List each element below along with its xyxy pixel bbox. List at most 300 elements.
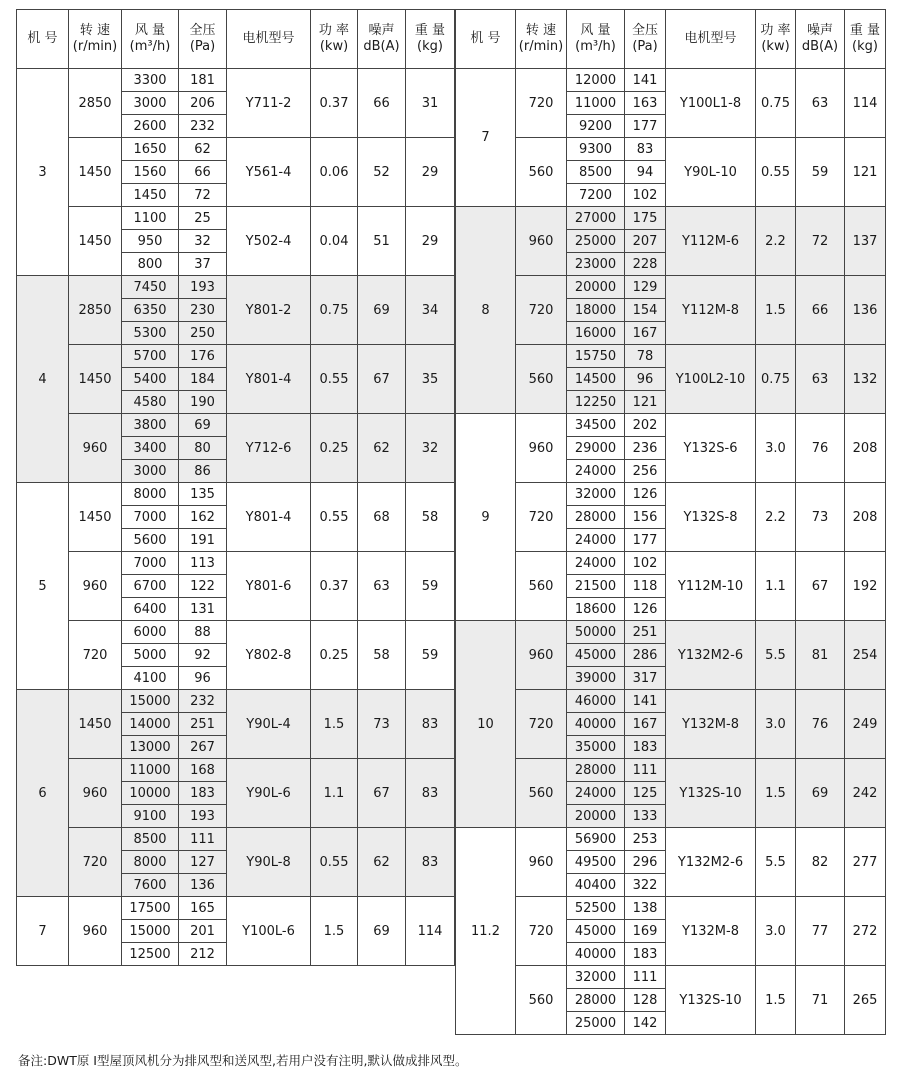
flow-cell: 5700 xyxy=(122,345,179,368)
flow-cell: 52500 xyxy=(567,897,625,920)
col-header-flow xyxy=(567,10,625,69)
col-header-line: (kg) xyxy=(417,39,443,54)
flow-cell: 40000 xyxy=(567,943,625,966)
flow-cell: 3800 xyxy=(122,414,179,437)
weight-cell: 114 xyxy=(845,69,886,138)
motor-cell: Y100L-6 xyxy=(227,897,311,966)
flow-cell: 950 xyxy=(122,230,179,253)
flow-cell: 24000 xyxy=(567,460,625,483)
power-cell: 2.2 xyxy=(756,483,796,552)
table-row xyxy=(456,207,886,230)
pressure-cell: 86 xyxy=(179,460,227,483)
table-row xyxy=(17,759,455,782)
pressure-cell: 191 xyxy=(179,529,227,552)
col-header-weight xyxy=(406,10,455,69)
flow-cell: 35000 xyxy=(567,736,625,759)
flow-cell: 32000 xyxy=(567,483,625,506)
flow-cell: 6350 xyxy=(122,299,179,322)
pressure-cell: 118 xyxy=(625,575,666,598)
weight-cell: 59 xyxy=(406,621,455,690)
flow-cell: 34500 xyxy=(567,414,625,437)
flow-cell: 9300 xyxy=(567,138,625,161)
pressure-cell: 136 xyxy=(179,874,227,897)
flow-cell: 11000 xyxy=(122,759,179,782)
pressure-cell: 256 xyxy=(625,460,666,483)
flow-cell: 24000 xyxy=(567,782,625,805)
pressure-cell: 322 xyxy=(625,874,666,897)
power-cell: 0.25 xyxy=(311,414,358,483)
pressure-cell: 163 xyxy=(625,92,666,115)
flow-cell: 1560 xyxy=(122,161,179,184)
pressure-cell: 201 xyxy=(179,920,227,943)
noise-cell: 62 xyxy=(358,828,406,897)
speed-cell: 560 xyxy=(516,552,567,621)
weight-cell: 265 xyxy=(845,966,886,1035)
motor-cell: Y801-4 xyxy=(227,345,311,414)
col-header-line: 噪声 xyxy=(806,23,833,38)
flow-cell: 49500 xyxy=(567,851,625,874)
power-cell: 0.75 xyxy=(756,345,796,414)
pressure-cell: 32 xyxy=(179,230,227,253)
noise-cell: 63 xyxy=(358,552,406,621)
col-header-line: 全压 xyxy=(189,23,216,38)
pressure-cell: 126 xyxy=(625,598,666,621)
power-cell: 0.55 xyxy=(311,828,358,897)
col-header-line: (m³/h) xyxy=(575,39,616,54)
pressure-cell: 72 xyxy=(179,184,227,207)
pressure-cell: 212 xyxy=(179,943,227,966)
speed-cell: 560 xyxy=(516,759,567,828)
flow-cell: 10000 xyxy=(122,782,179,805)
flow-cell: 3400 xyxy=(122,437,179,460)
pressure-cell: 62 xyxy=(179,138,227,161)
pressure-cell: 126 xyxy=(625,483,666,506)
col-header-line: 电机型号 xyxy=(242,31,295,46)
pressure-cell: 156 xyxy=(625,506,666,529)
flow-cell: 6000 xyxy=(122,621,179,644)
weight-cell: 208 xyxy=(845,414,886,483)
motor-cell: Y712-6 xyxy=(227,414,311,483)
power-cell: 0.04 xyxy=(311,207,358,276)
power-cell: 0.25 xyxy=(311,621,358,690)
col-header-flow xyxy=(122,10,179,69)
table-row xyxy=(17,483,455,506)
noise-cell: 71 xyxy=(796,966,845,1035)
flow-cell: 12250 xyxy=(567,391,625,414)
pressure-cell: 175 xyxy=(625,207,666,230)
weight-cell: 136 xyxy=(845,276,886,345)
pressure-cell: 121 xyxy=(625,391,666,414)
noise-cell: 73 xyxy=(358,690,406,759)
motor-cell: Y112M-8 xyxy=(666,276,756,345)
pressure-cell: 102 xyxy=(625,184,666,207)
motor-cell: Y801-6 xyxy=(227,552,311,621)
noise-cell: 63 xyxy=(796,345,845,414)
pressure-cell: 232 xyxy=(179,115,227,138)
table-row xyxy=(17,276,455,299)
flow-cell: 14500 xyxy=(567,368,625,391)
col-header-motor xyxy=(666,10,756,69)
flow-cell: 25000 xyxy=(567,230,625,253)
flow-cell: 11000 xyxy=(567,92,625,115)
flow-cell: 6700 xyxy=(122,575,179,598)
flow-cell: 3300 xyxy=(122,69,179,92)
weight-cell: 249 xyxy=(845,690,886,759)
pressure-cell: 154 xyxy=(625,299,666,322)
flow-cell: 7200 xyxy=(567,184,625,207)
weight-cell: 114 xyxy=(406,897,455,966)
machine-no-cell: 5 xyxy=(17,483,69,690)
flow-cell: 9200 xyxy=(567,115,625,138)
flow-cell: 20000 xyxy=(567,276,625,299)
pressure-cell: 102 xyxy=(625,552,666,575)
weight-cell: 272 xyxy=(845,897,886,966)
col-header-machine xyxy=(456,10,516,69)
motor-cell: Y801-2 xyxy=(227,276,311,345)
speed-cell: 960 xyxy=(516,414,567,483)
pressure-cell: 138 xyxy=(625,897,666,920)
noise-cell: 66 xyxy=(358,69,406,138)
col-header-line: (kg) xyxy=(852,39,878,54)
table-row xyxy=(456,897,886,920)
flow-cell: 16000 xyxy=(567,322,625,345)
pressure-cell: 184 xyxy=(179,368,227,391)
pressure-cell: 251 xyxy=(179,713,227,736)
speed-cell: 960 xyxy=(69,897,122,966)
col-header-line: 功 率 xyxy=(318,23,350,38)
table-row xyxy=(456,483,886,506)
motor-cell: Y112M-6 xyxy=(666,207,756,276)
table-row xyxy=(17,414,455,437)
flow-cell: 24000 xyxy=(567,552,625,575)
noise-cell: 77 xyxy=(796,897,845,966)
speed-cell: 1450 xyxy=(69,690,122,759)
col-header-pressure xyxy=(179,10,227,69)
noise-cell: 67 xyxy=(358,759,406,828)
power-cell: 1.5 xyxy=(756,759,796,828)
pressure-cell: 37 xyxy=(179,253,227,276)
noise-cell: 51 xyxy=(358,207,406,276)
col-header-line: 风 量 xyxy=(580,23,611,38)
noise-cell: 68 xyxy=(358,483,406,552)
motor-cell: Y132S-10 xyxy=(666,759,756,828)
col-header-line: 机 号 xyxy=(470,31,501,46)
col-header-line: 风 量 xyxy=(134,23,166,38)
weight-cell: 35 xyxy=(406,345,455,414)
pressure-cell: 66 xyxy=(179,161,227,184)
speed-cell: 960 xyxy=(516,621,567,690)
flow-cell: 29000 xyxy=(567,437,625,460)
flow-cell: 5600 xyxy=(122,529,179,552)
col-header-line: 重 量 xyxy=(849,23,881,38)
noise-cell: 59 xyxy=(796,138,845,207)
col-header-line: (r/min) xyxy=(72,39,118,54)
col-header-machine xyxy=(17,10,69,69)
pressure-cell: 250 xyxy=(179,322,227,345)
col-header-line: dB(A) xyxy=(801,39,839,54)
power-cell: 0.75 xyxy=(756,69,796,138)
pressure-cell: 177 xyxy=(625,529,666,552)
speed-cell: 720 xyxy=(69,621,122,690)
pressure-cell: 141 xyxy=(625,690,666,713)
table-row xyxy=(456,828,886,851)
table-row xyxy=(17,690,455,713)
speed-cell: 720 xyxy=(69,828,122,897)
flow-cell: 3000 xyxy=(122,92,179,115)
noise-cell: 69 xyxy=(358,276,406,345)
weight-cell: 34 xyxy=(406,276,455,345)
machine-no-cell: 11.2 xyxy=(456,828,516,1035)
pressure-cell: 230 xyxy=(179,299,227,322)
speed-cell: 720 xyxy=(516,69,567,138)
weight-cell: 242 xyxy=(845,759,886,828)
weight-cell: 254 xyxy=(845,621,886,690)
flow-cell: 12000 xyxy=(567,69,625,92)
col-header-line: 噪声 xyxy=(368,23,395,38)
table-row xyxy=(456,690,886,713)
flow-cell: 18000 xyxy=(567,299,625,322)
footnote: 备注:DWT原 I型屋顶风机分为排风型和送风型,若用户没有注明,默认做成排风型。 xyxy=(18,1053,468,1068)
pressure-cell: 94 xyxy=(625,161,666,184)
pressure-cell: 133 xyxy=(625,805,666,828)
motor-cell: Y711-2 xyxy=(227,69,311,138)
motor-cell: Y132M-8 xyxy=(666,690,756,759)
table-row xyxy=(17,207,455,230)
noise-cell: 67 xyxy=(796,552,845,621)
pressure-cell: 96 xyxy=(179,667,227,690)
speed-cell: 960 xyxy=(69,759,122,828)
pressure-cell: 169 xyxy=(625,920,666,943)
noise-cell: 82 xyxy=(796,828,845,897)
pressure-cell: 253 xyxy=(625,828,666,851)
weight-cell: 59 xyxy=(406,552,455,621)
power-cell: 0.55 xyxy=(311,483,358,552)
col-header-power xyxy=(756,10,796,69)
table-row xyxy=(456,552,886,575)
speed-cell: 1450 xyxy=(69,345,122,414)
weight-cell: 83 xyxy=(406,759,455,828)
machine-no-cell: 6 xyxy=(17,690,69,897)
noise-cell: 63 xyxy=(796,69,845,138)
fan-spec-table-left xyxy=(16,9,455,966)
pressure-cell: 131 xyxy=(179,598,227,621)
power-cell: 3.0 xyxy=(756,414,796,483)
flow-cell: 15750 xyxy=(567,345,625,368)
noise-cell: 58 xyxy=(358,621,406,690)
pressure-cell: 183 xyxy=(625,943,666,966)
power-cell: 0.06 xyxy=(311,138,358,207)
table-row xyxy=(456,138,886,161)
pressure-cell: 286 xyxy=(625,644,666,667)
speed-cell: 560 xyxy=(516,345,567,414)
table-row xyxy=(456,621,886,644)
pressure-cell: 207 xyxy=(625,230,666,253)
pressure-cell: 177 xyxy=(625,115,666,138)
machine-no-cell: 3 xyxy=(17,69,69,276)
flow-cell: 39000 xyxy=(567,667,625,690)
flow-cell: 5400 xyxy=(122,368,179,391)
pressure-cell: 168 xyxy=(179,759,227,782)
machine-no-cell: 10 xyxy=(456,621,516,828)
table-row xyxy=(17,621,455,644)
flow-cell: 45000 xyxy=(567,920,625,943)
power-cell: 0.55 xyxy=(756,138,796,207)
col-header-noise xyxy=(358,10,406,69)
table-header xyxy=(456,10,886,69)
speed-cell: 960 xyxy=(516,207,567,276)
motor-cell: Y132S-8 xyxy=(666,483,756,552)
flow-cell: 18600 xyxy=(567,598,625,621)
pressure-cell: 251 xyxy=(625,621,666,644)
flow-cell: 45000 xyxy=(567,644,625,667)
pressure-cell: 135 xyxy=(179,483,227,506)
weight-cell: 29 xyxy=(406,207,455,276)
speed-cell: 2850 xyxy=(69,276,122,345)
flow-cell: 46000 xyxy=(567,690,625,713)
pressure-cell: 232 xyxy=(179,690,227,713)
flow-cell: 5300 xyxy=(122,322,179,345)
flow-cell: 8000 xyxy=(122,851,179,874)
pressure-cell: 83 xyxy=(625,138,666,161)
table-row xyxy=(456,69,886,92)
pressure-cell: 142 xyxy=(625,1012,666,1035)
pressure-cell: 183 xyxy=(179,782,227,805)
pressure-cell: 202 xyxy=(625,414,666,437)
table-row xyxy=(17,897,455,920)
pressure-cell: 78 xyxy=(625,345,666,368)
speed-cell: 720 xyxy=(516,897,567,966)
flow-cell: 9100 xyxy=(122,805,179,828)
machine-no-cell: 9 xyxy=(456,414,516,621)
pressure-cell: 317 xyxy=(625,667,666,690)
motor-cell: Y132M-8 xyxy=(666,897,756,966)
flow-cell: 21500 xyxy=(567,575,625,598)
flow-cell: 24000 xyxy=(567,529,625,552)
pressure-cell: 111 xyxy=(625,966,666,989)
col-header-line: (kw) xyxy=(319,39,349,54)
pressure-cell: 181 xyxy=(179,69,227,92)
header-row xyxy=(456,10,886,69)
speed-cell: 1450 xyxy=(69,483,122,552)
flow-cell: 17500 xyxy=(122,897,179,920)
weight-cell: 192 xyxy=(845,552,886,621)
flow-cell: 3000 xyxy=(122,460,179,483)
speed-cell: 1450 xyxy=(69,207,122,276)
col-header-line: 功 率 xyxy=(760,23,791,38)
pressure-cell: 193 xyxy=(179,276,227,299)
pressure-cell: 236 xyxy=(625,437,666,460)
table-header xyxy=(17,10,455,69)
power-cell: 2.2 xyxy=(756,207,796,276)
motor-cell: Y90L-10 xyxy=(666,138,756,207)
pressure-cell: 88 xyxy=(179,621,227,644)
flow-cell: 1650 xyxy=(122,138,179,161)
pressure-cell: 183 xyxy=(625,736,666,759)
flow-cell: 40400 xyxy=(567,874,625,897)
flow-cell: 28000 xyxy=(567,759,625,782)
noise-cell: 73 xyxy=(796,483,845,552)
flow-cell: 8500 xyxy=(122,828,179,851)
col-header-line: (m³/h) xyxy=(129,39,171,54)
flow-cell: 12500 xyxy=(122,943,179,966)
pressure-cell: 92 xyxy=(179,644,227,667)
col-header-line: (Pa) xyxy=(632,39,658,54)
col-header-line: 重 量 xyxy=(414,23,446,38)
speed-cell: 720 xyxy=(516,483,567,552)
col-header-pressure xyxy=(625,10,666,69)
table-row xyxy=(456,759,886,782)
pressure-cell: 193 xyxy=(179,805,227,828)
speed-cell: 1450 xyxy=(69,138,122,207)
col-header-motor xyxy=(227,10,311,69)
noise-cell: 52 xyxy=(358,138,406,207)
col-header-speed xyxy=(516,10,567,69)
pressure-cell: 167 xyxy=(625,713,666,736)
pressure-cell: 129 xyxy=(625,276,666,299)
col-header-line: 转 速 xyxy=(525,23,557,38)
speed-cell: 560 xyxy=(516,966,567,1035)
speed-cell: 960 xyxy=(69,414,122,483)
weight-cell: 83 xyxy=(406,690,455,759)
speed-cell: 960 xyxy=(69,552,122,621)
pressure-cell: 165 xyxy=(179,897,227,920)
machine-no-cell: 8 xyxy=(456,207,516,414)
pressure-cell: 128 xyxy=(625,989,666,1012)
flow-cell: 50000 xyxy=(567,621,625,644)
flow-cell: 5000 xyxy=(122,644,179,667)
flow-cell: 4100 xyxy=(122,667,179,690)
table-body xyxy=(456,69,886,1035)
noise-cell: 62 xyxy=(358,414,406,483)
col-header-line: 转 速 xyxy=(79,23,111,38)
power-cell: 0.75 xyxy=(311,276,358,345)
pressure-cell: 176 xyxy=(179,345,227,368)
col-header-line: (r/min) xyxy=(518,39,564,54)
motor-cell: Y801-4 xyxy=(227,483,311,552)
power-cell: 3.0 xyxy=(756,897,796,966)
power-cell: 0.37 xyxy=(311,69,358,138)
flow-cell: 7600 xyxy=(122,874,179,897)
pressure-cell: 25 xyxy=(179,207,227,230)
weight-cell: 208 xyxy=(845,483,886,552)
pressure-cell: 122 xyxy=(179,575,227,598)
header-row xyxy=(17,10,455,69)
machine-no-cell: 4 xyxy=(17,276,69,483)
weight-cell: 132 xyxy=(845,345,886,414)
motor-cell: Y90L-6 xyxy=(227,759,311,828)
speed-cell: 2850 xyxy=(69,69,122,138)
power-cell: 3.0 xyxy=(756,690,796,759)
pressure-cell: 296 xyxy=(625,851,666,874)
table-row xyxy=(17,828,455,851)
table-row xyxy=(456,276,886,299)
flow-cell: 8500 xyxy=(567,161,625,184)
flow-cell: 7000 xyxy=(122,552,179,575)
motor-cell: Y502-4 xyxy=(227,207,311,276)
noise-cell: 69 xyxy=(358,897,406,966)
noise-cell: 67 xyxy=(358,345,406,414)
motor-cell: Y90L-8 xyxy=(227,828,311,897)
flow-cell: 7450 xyxy=(122,276,179,299)
table-row xyxy=(17,552,455,575)
flow-cell: 28000 xyxy=(567,506,625,529)
flow-cell: 1100 xyxy=(122,207,179,230)
pressure-cell: 113 xyxy=(179,552,227,575)
weight-cell: 58 xyxy=(406,483,455,552)
noise-cell: 69 xyxy=(796,759,845,828)
pressure-cell: 111 xyxy=(625,759,666,782)
flow-cell: 7000 xyxy=(122,506,179,529)
